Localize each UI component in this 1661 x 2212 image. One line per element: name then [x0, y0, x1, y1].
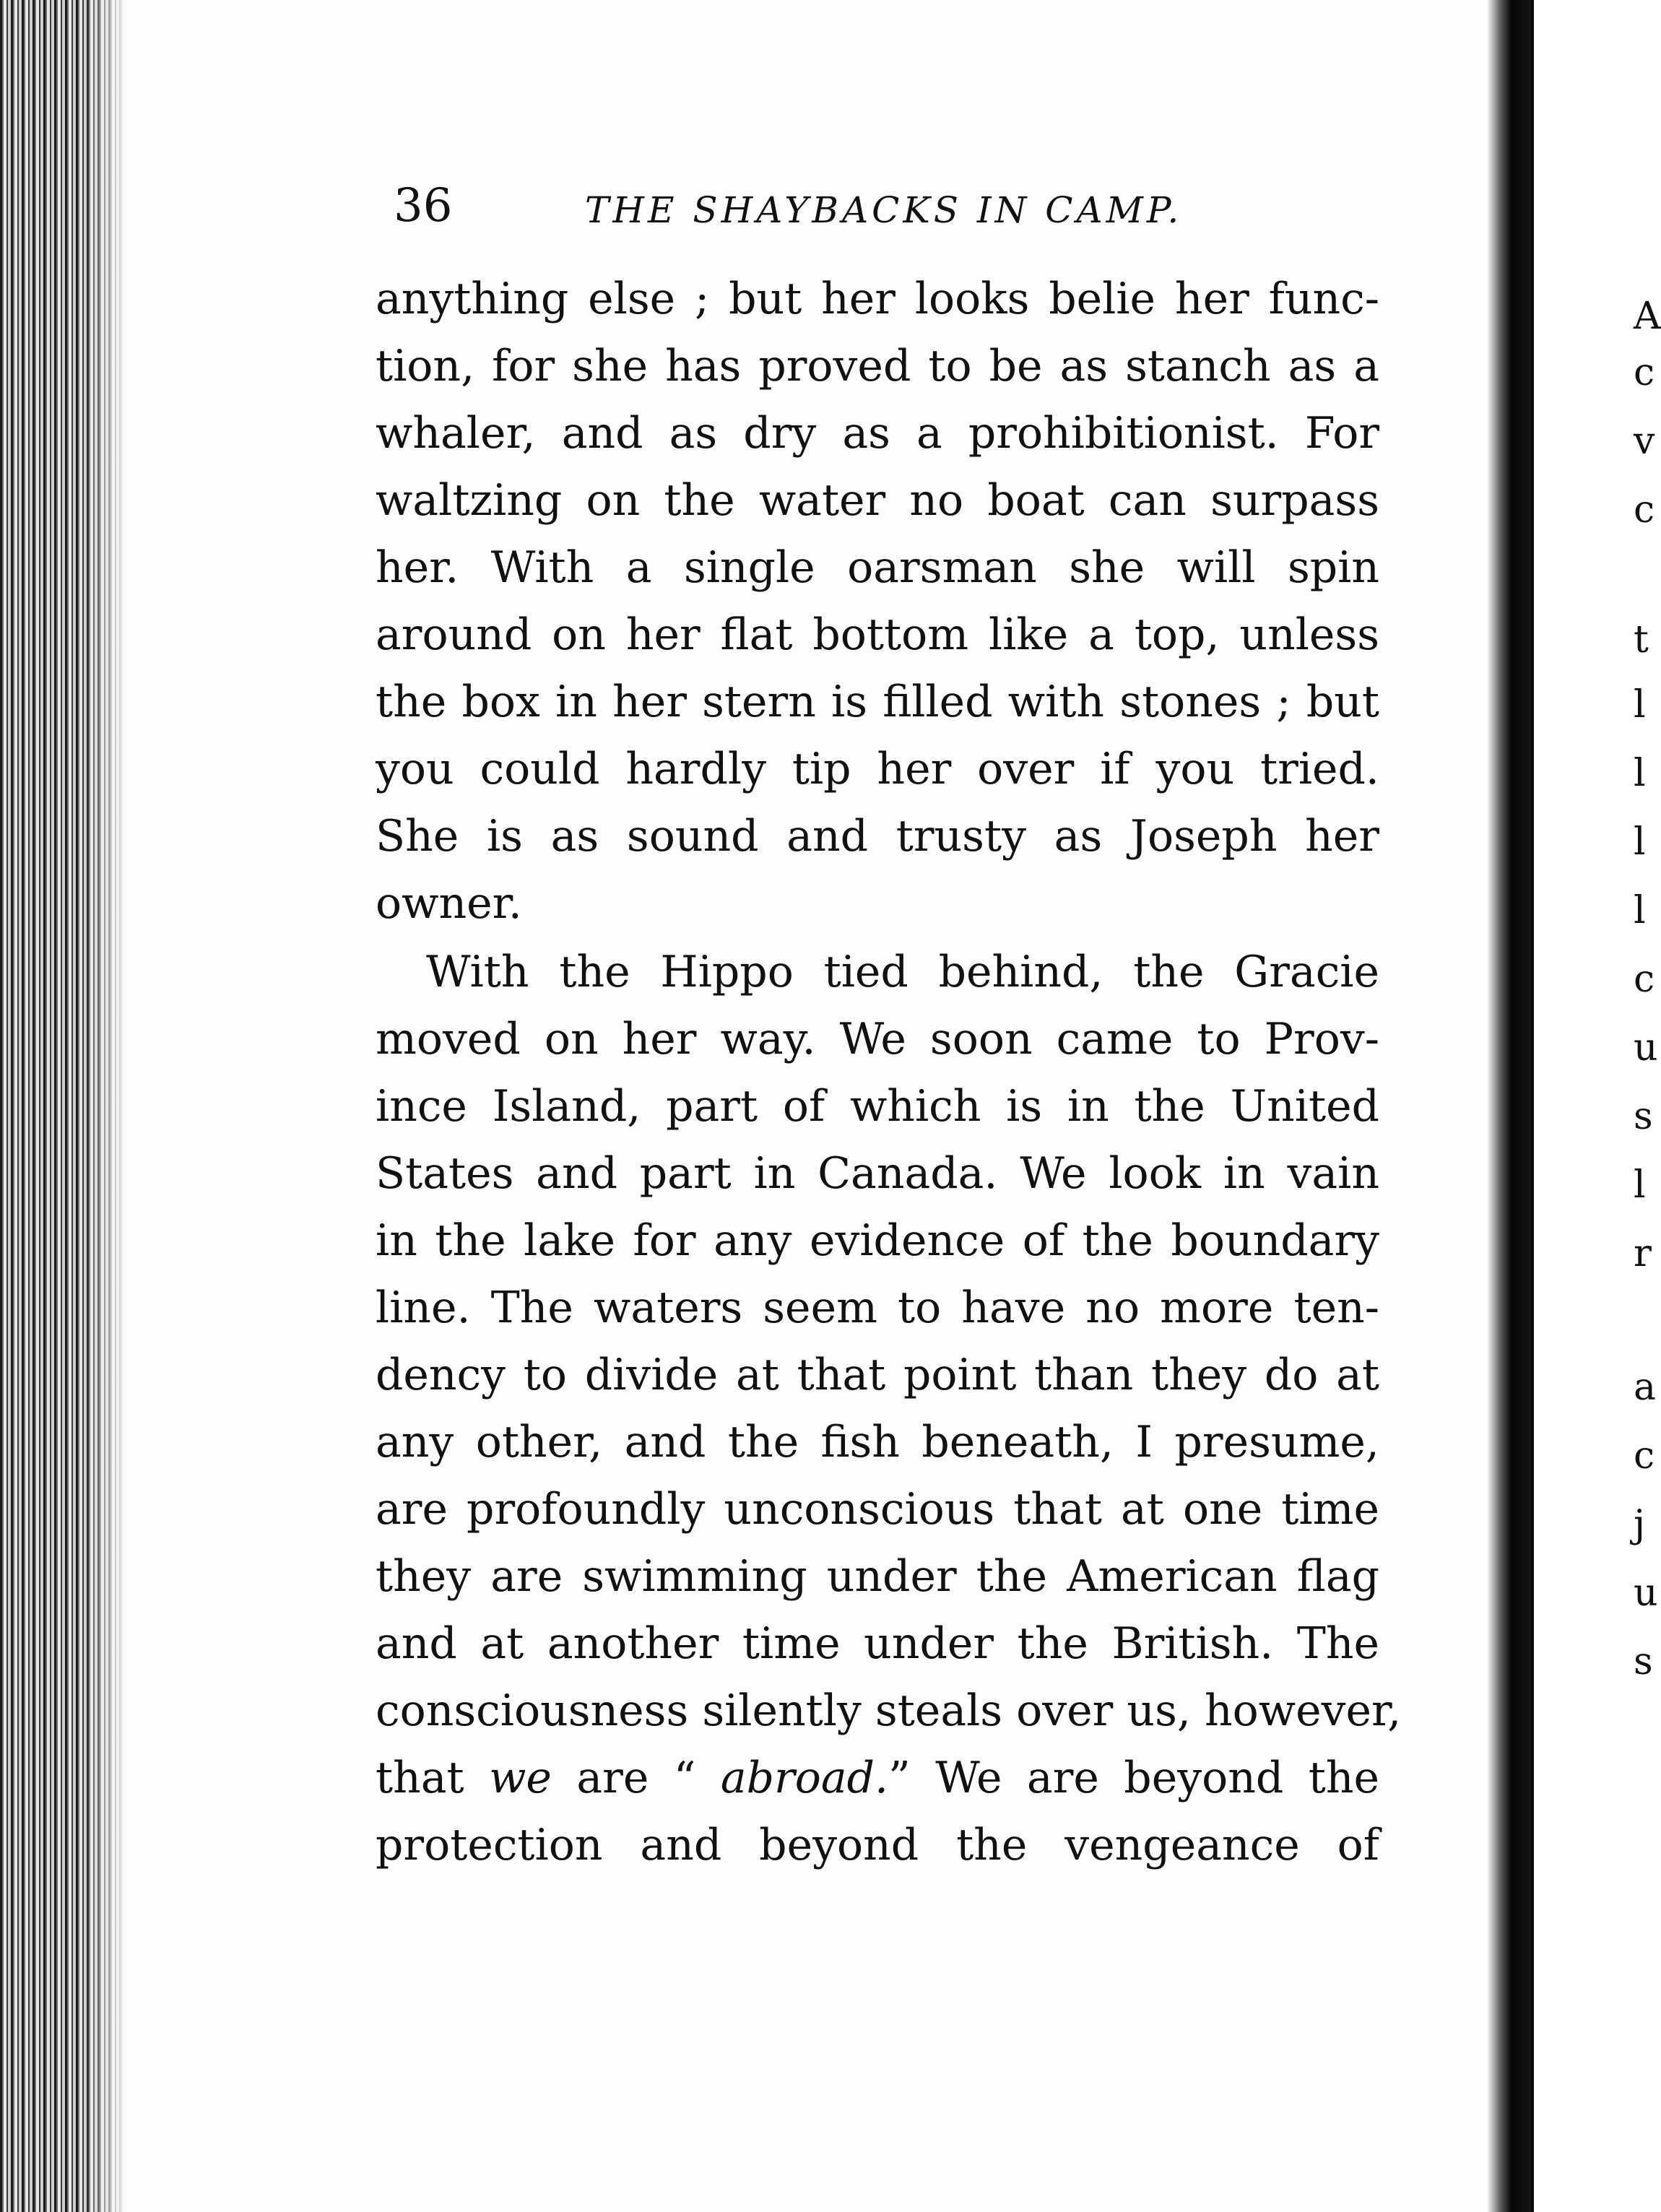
- facing-page-fragment: l: [1634, 889, 1646, 932]
- text-line: protection and beyond the vengeance of: [376, 1820, 1379, 1870]
- text-line: around on her flat bottom like a top, unless: [376, 610, 1379, 660]
- text-line: her. With a single oarsman she will spin: [376, 542, 1379, 593]
- facing-page-fragment: a: [1634, 1366, 1657, 1409]
- text-line: ince Island, part of which is in the United: [376, 1081, 1379, 1132]
- running-title: THE SHAYBACKS IN CAMP.: [585, 189, 1183, 231]
- facing-page-fragment: l: [1634, 683, 1646, 727]
- page-edges: [0, 0, 126, 2212]
- italic-text: abroad.: [720, 1753, 889, 1803]
- text-line: She is as sound and trusty as Joseph her: [376, 811, 1379, 862]
- text-line: dency to divide at that point than they do at: [376, 1350, 1379, 1400]
- text-line: in the lake for any evidence of the boundary: [376, 1215, 1379, 1266]
- facing-page: [1531, 0, 1644, 2212]
- facing-page-fragment: s: [1634, 1640, 1653, 1683]
- text-line: With the Hippo tied behind, the Gracie: [426, 947, 1379, 997]
- text-line: the box in her stern is filled with stones ; but: [376, 677, 1379, 727]
- text-line: any other, and the fish beneath, I presume,: [376, 1417, 1379, 1467]
- facing-page-fragment: s: [1634, 1095, 1653, 1138]
- page-number: 36: [394, 179, 453, 233]
- text-line-with-italics: [376, 1745, 1379, 1812]
- text-line: whaler, and as dry as a prohibitionist. For: [376, 408, 1379, 459]
- text-line: moved on her way. We soon came to Prov-: [376, 1014, 1379, 1064]
- facing-page-fragment: u: [1634, 1026, 1658, 1070]
- facing-page-fragment: u: [1634, 1571, 1658, 1615]
- facing-page-fragment: c: [1634, 1434, 1655, 1478]
- text-line: waltzing on the water no boat can surpass: [376, 475, 1379, 526]
- text-run: ” We are beyond the: [888, 1753, 1379, 1803]
- text-line: you could hardly tip her over if you tried.: [376, 744, 1379, 794]
- facing-page-fragment: v: [1634, 420, 1655, 463]
- text-line: line. The waters seem to have no more ten-: [376, 1283, 1379, 1333]
- book-gutter: [1488, 0, 1531, 2212]
- text-line: consciousness silently steals over us, however,: [376, 1686, 1402, 1736]
- facing-page-fragment: l: [1634, 752, 1646, 795]
- facing-page-fragment: c: [1634, 958, 1655, 1001]
- facing-page-fragment: l: [1634, 820, 1646, 864]
- text-line: anything else ; but her looks belie her func-: [376, 274, 1379, 324]
- facing-page-fragment: A: [1634, 295, 1661, 338]
- text-line: tion, for she has proved to be as stanch as a: [376, 341, 1379, 391]
- text-run: that: [376, 1753, 490, 1803]
- text-line: and at another time under the British. The: [376, 1618, 1379, 1669]
- running-head: [394, 177, 1361, 235]
- facing-page-fragment: t: [1634, 618, 1649, 662]
- text-line: are profoundly unconscious that at one time: [376, 1484, 1379, 1535]
- body-text: [376, 266, 1402, 1879]
- text-line: they are swimming under the American flag: [376, 1551, 1379, 1602]
- facing-page-fragment: c: [1634, 351, 1655, 394]
- text-line: owner.: [376, 878, 522, 929]
- facing-page-fragment: c: [1634, 488, 1655, 532]
- facing-page-fragment: l: [1634, 1163, 1646, 1207]
- italic-text: we: [489, 1753, 552, 1803]
- text-line: States and part in Canada. We look in vain: [376, 1148, 1379, 1199]
- facing-page-fragment: j: [1634, 1503, 1646, 1546]
- facing-page-fragment: r: [1634, 1232, 1652, 1275]
- text-run: are “: [551, 1753, 721, 1803]
